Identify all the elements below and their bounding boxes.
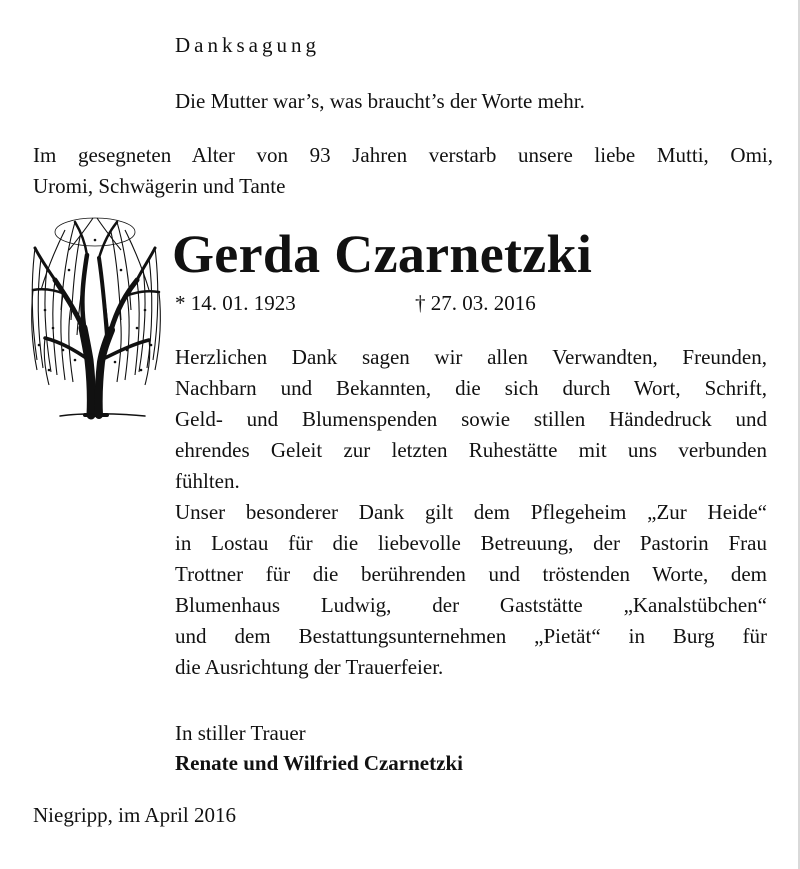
notice-intro <box>33 140 773 202</box>
message-line: in Lostau für die liebevolle Betreuung, der Pastorin Frau <box>175 531 767 555</box>
message-line: ehrendes Geleit zur letzten Ruhestätte mit uns verbunden <box>175 438 767 462</box>
message-line: Nachbarn und Bekannten, die sich durch Wort, Schrift, <box>175 376 767 400</box>
message-line: und dem Bestattungsunternehmen „Pietät“ in Burg für <box>175 624 767 648</box>
message-line: Geld- und Blumenspenden sowie stillen Händedruck und <box>175 407 767 431</box>
weeping-tree-icon <box>25 210 165 420</box>
place-date: Niegripp, im April 2016 <box>33 803 236 827</box>
message-line: Blumenhaus Ludwig, der Gaststätte „Kanalstübchen“ <box>175 593 767 617</box>
message-line: Herzlichen Dank sagen wir allen Verwandten, Freunden, <box>175 345 767 369</box>
message-line: fühlten. <box>175 469 240 493</box>
notice-heading: Danksagung <box>175 33 320 57</box>
message-line: Unser besonderer Dank gilt dem Pflegeheim „Zur Heide“ <box>175 500 767 524</box>
deceased-name: Gerda Czarnetzki <box>172 224 593 284</box>
birth-date: * 14. 01. 1923 <box>175 291 296 315</box>
message-line: die Ausrichtung der Trauerfeier. <box>175 655 444 679</box>
intro-line: Uromi, Schwägerin und Tante <box>33 174 286 198</box>
intro-line: Im gesegneten Alter von 93 Jahren verstarb unsere liebe Mutti, Omi, <box>33 143 773 167</box>
message-line: Trottner für die berührenden und tröstenden Worte, dem <box>175 562 767 586</box>
signoff-names: Renate und Wilfried Czarnetzki <box>175 751 463 775</box>
death-date: † 27. 03. 2016 <box>415 291 536 315</box>
notice-motto: Die Mutter war’s, was braucht’s der Worte mehr. <box>175 89 585 113</box>
signoff-label: In stiller Trauer <box>175 721 306 745</box>
thanks-message <box>175 342 767 683</box>
